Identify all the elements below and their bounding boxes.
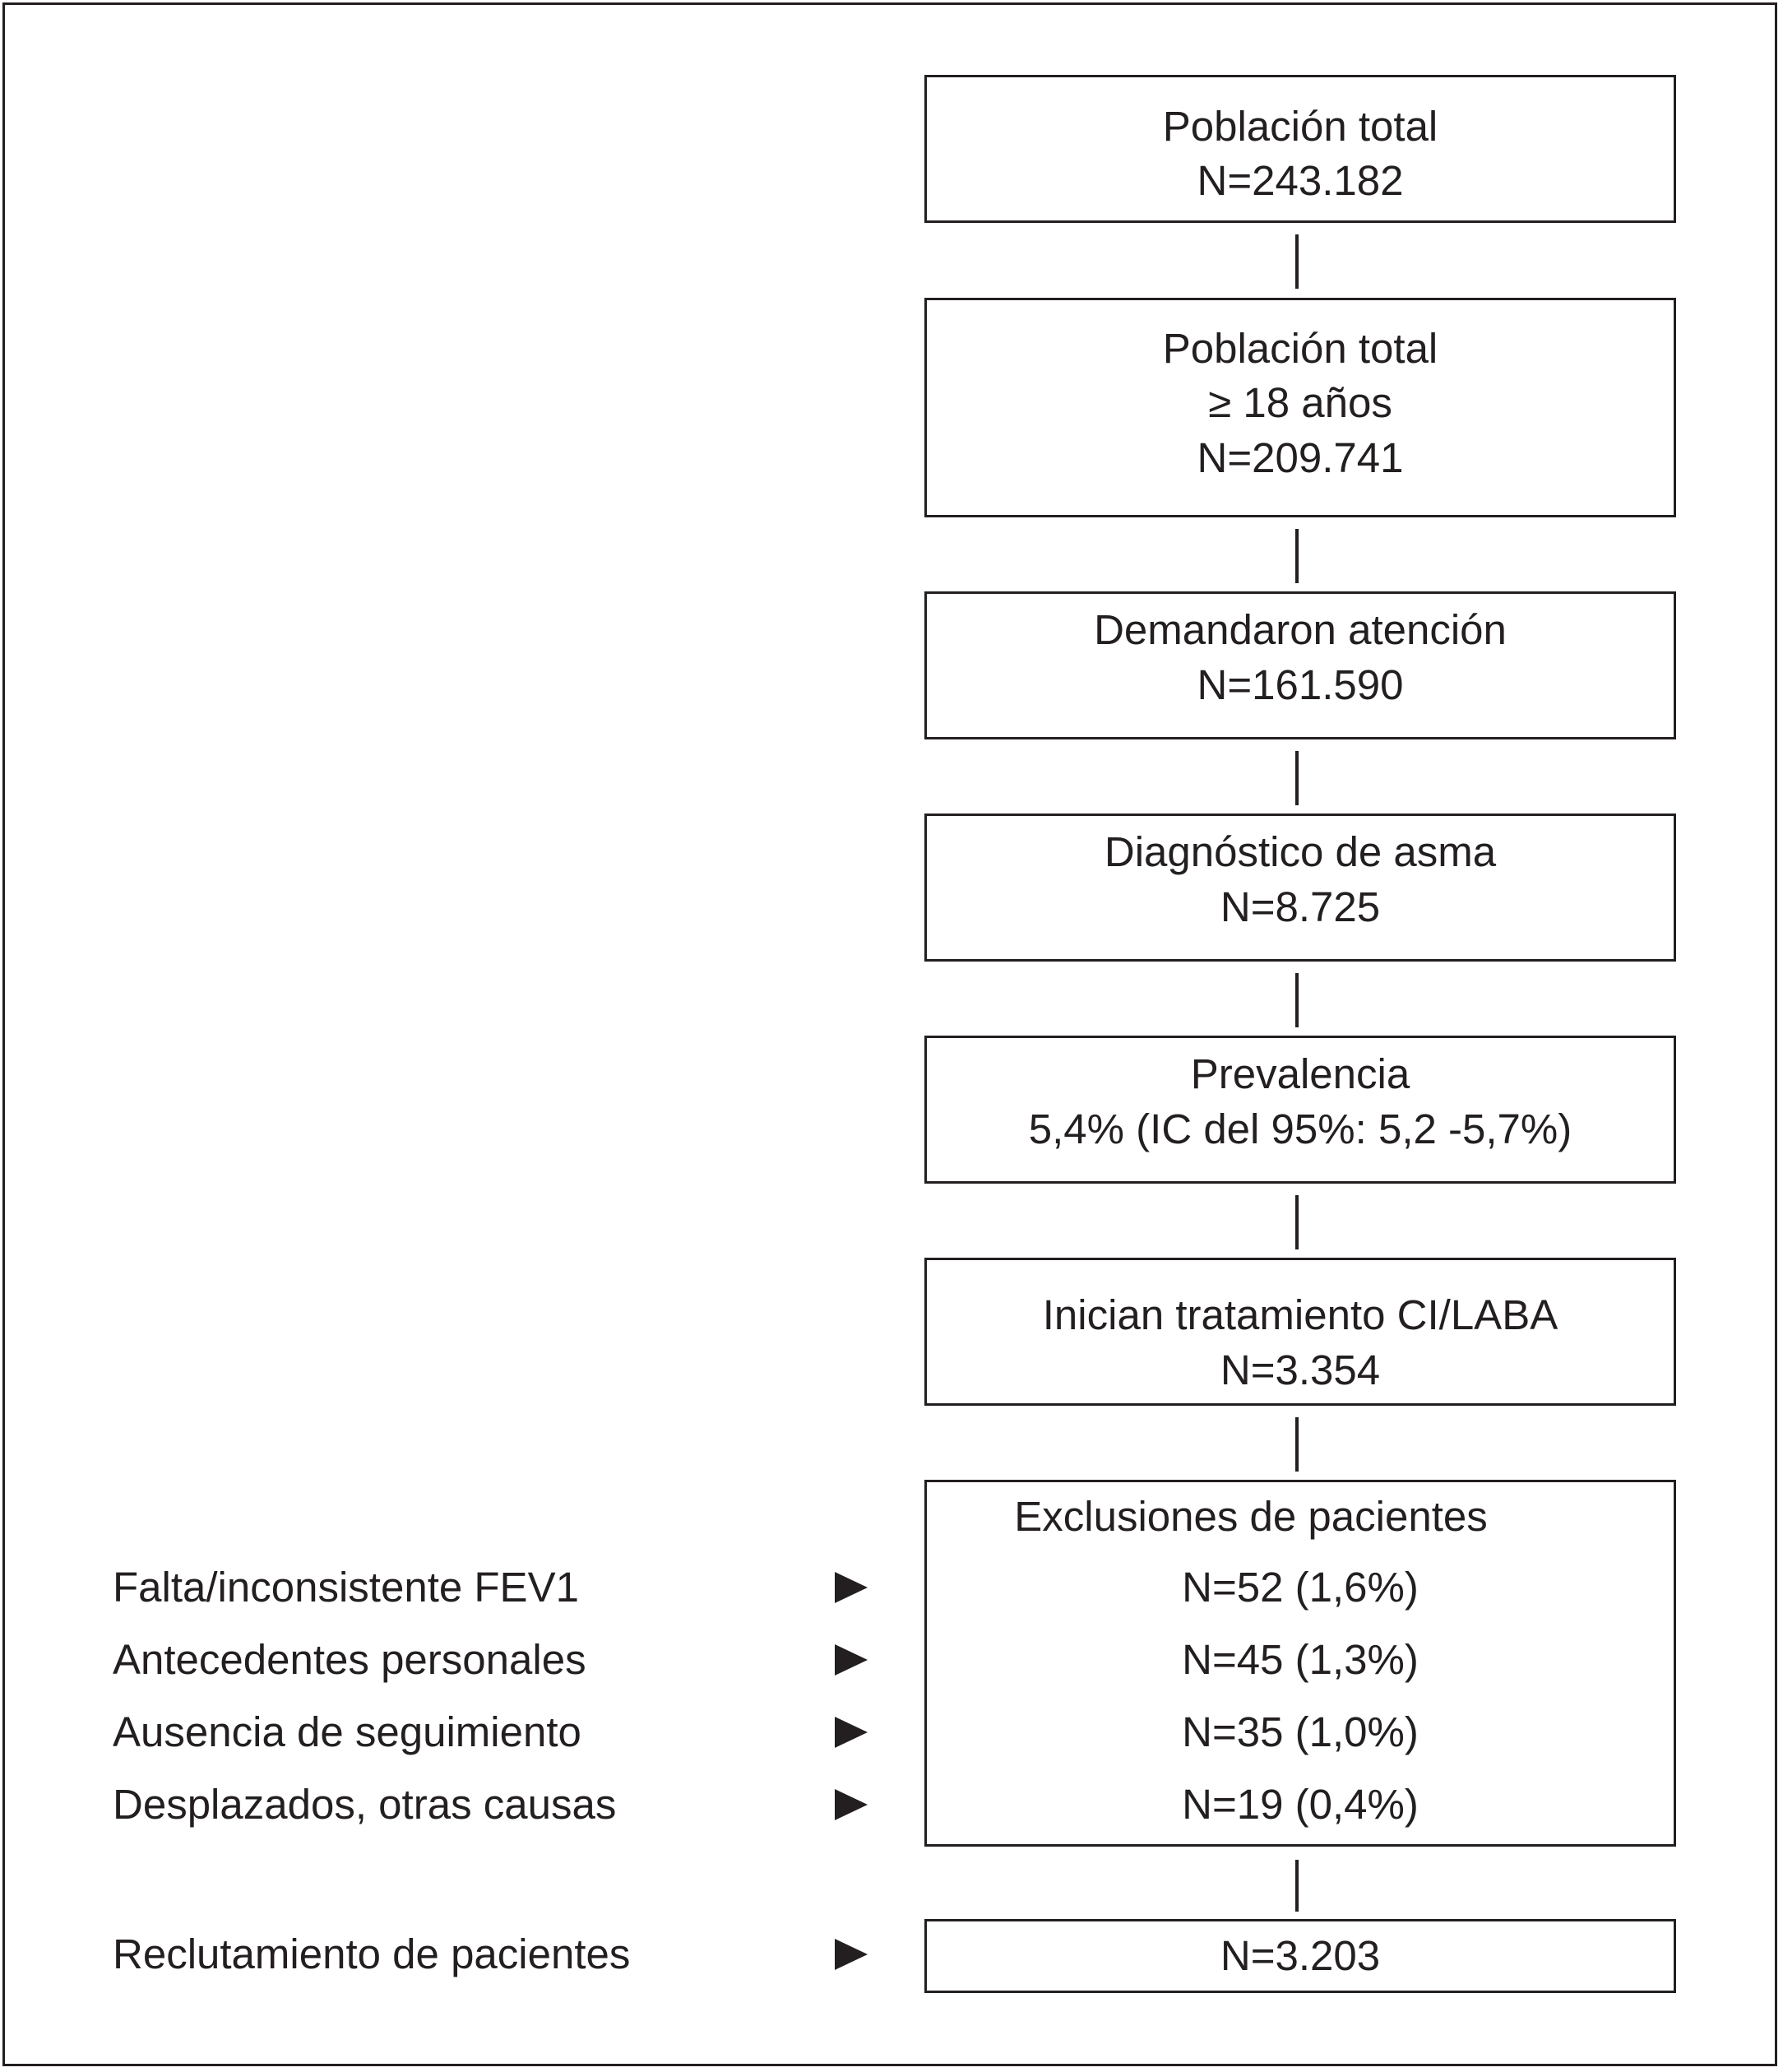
box-treatment-start-title: Inician tratamiento CI/LABA [1042,1291,1558,1338]
exclusion-value: N=19 (0,4%) [1182,1781,1419,1828]
box-total-population-title: Población total [1162,103,1438,150]
box-asthma-diagnosis-title: Diagnóstico de asma [1104,828,1497,875]
box-sought-care [924,591,1676,739]
connector-line [1295,1195,1299,1249]
connector-line [1295,1860,1299,1912]
box-prevalence-value: 5,4% (IC del 95%: 5,2 -5,7%) [1028,1106,1572,1152]
box-adult-population [924,298,1676,517]
right-arrow-icon [835,1644,868,1676]
connector-line [1295,234,1299,289]
box-treatment-start-value: N=3.354 [1220,1347,1381,1393]
exclusion-label: Falta/inconsistente FEV1 [113,1564,579,1611]
box-adult-population-age: ≥ 18 años [1208,379,1392,426]
box-adult-population-title: Población total [1162,325,1438,372]
box-asthma-diagnosis [924,814,1676,962]
exclusion-value: N=45 (1,3%) [1182,1636,1419,1683]
box-exclusions-title: Exclusiones de pacientes [1014,1493,1488,1540]
right-arrow-icon [835,1717,868,1748]
right-arrow-icon [835,1572,868,1603]
exclusion-value: N=52 (1,6%) [1182,1564,1419,1611]
box-recruitment [924,1919,1676,1993]
box-exclusions [924,1480,1676,1847]
box-sought-care-value: N=161.590 [1197,661,1404,708]
connector-line [1295,973,1299,1027]
box-prevalence-title: Prevalencia [1190,1050,1410,1097]
exclusion-label: Antecedentes personales [113,1636,586,1683]
box-recruitment-value: N=3.203 [1220,1932,1381,1979]
box-asthma-diagnosis-value: N=8.725 [1220,883,1381,930]
box-total-population [924,75,1676,223]
box-treatment-start [924,1258,1676,1406]
connector-line [1295,529,1299,583]
box-total-population-value: N=243.182 [1197,157,1404,204]
connector-line [1295,1417,1299,1472]
right-arrow-icon [835,1789,868,1820]
exclusion-label: Desplazados, otras causas [113,1781,617,1828]
box-sought-care-title: Demandaron atención [1094,606,1507,653]
connector-line [1295,751,1299,805]
box-prevalence [924,1036,1676,1184]
exclusion-value: N=35 (1,0%) [1182,1708,1419,1755]
recruitment-label: Reclutamiento de pacientes [113,1931,631,1977]
exclusion-label: Ausencia de seguimiento [113,1708,581,1755]
right-arrow-icon [835,1939,868,1970]
box-adult-population-value: N=209.741 [1197,434,1404,481]
